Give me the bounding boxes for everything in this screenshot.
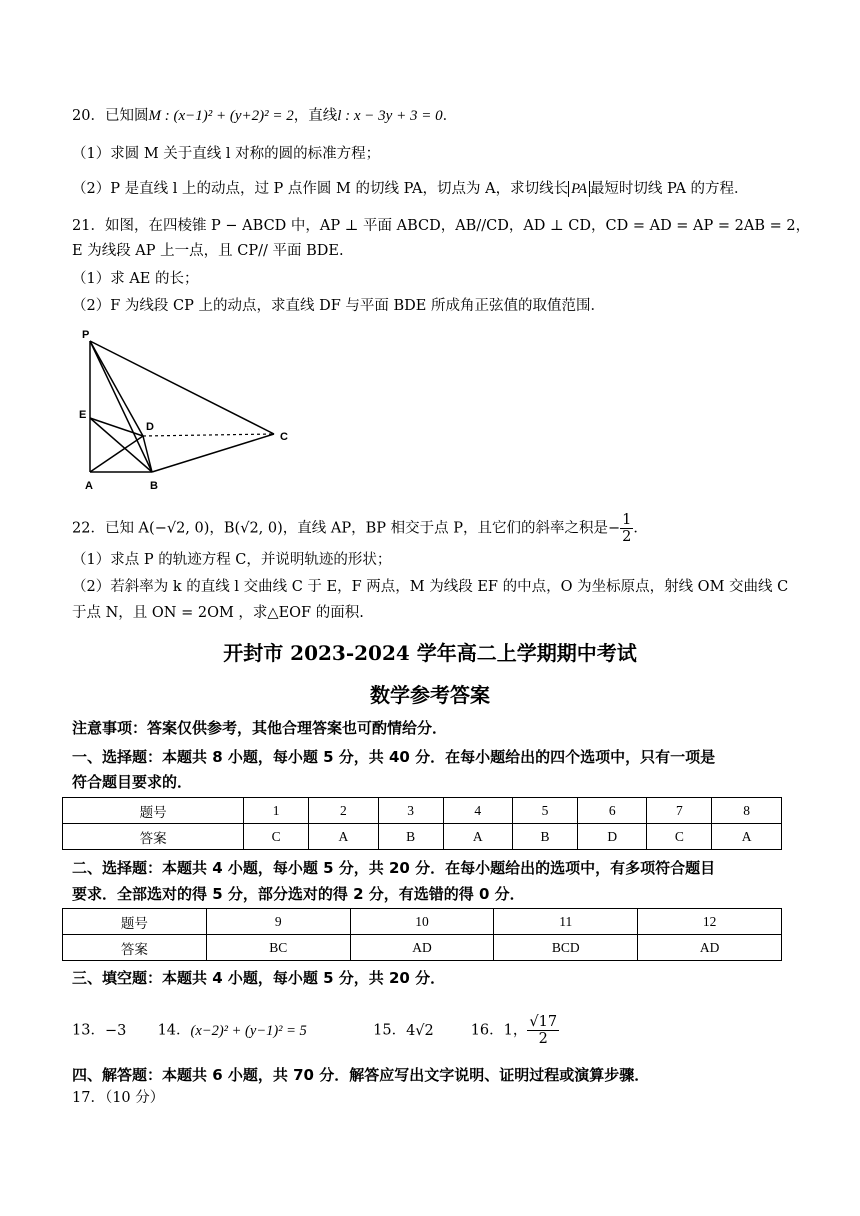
table-cell: 7	[647, 798, 712, 824]
table-cell: BCD	[494, 935, 638, 961]
table-cell: 3	[378, 798, 443, 824]
table-cell: 11	[494, 909, 638, 935]
answer-title: 开封市 2023-2024 学年高二上学期期中考试	[223, 641, 637, 665]
table-header-cell: 答案	[63, 935, 207, 961]
label-c: C	[280, 431, 288, 443]
section1-answer-table	[62, 797, 782, 850]
q22-part2-line2: 于点 N，且 ON = 2OM ，求△EOF 的面积.	[72, 605, 364, 621]
table-cell: 8	[712, 798, 782, 824]
table-cell: 9	[206, 909, 350, 935]
label-e: E	[79, 409, 87, 421]
section4-heading: 四、解答题：本题共 6 小题，共 70 分．解答应写出文字说明、证明过程或演算步骤．	[72, 1066, 650, 1084]
table-cell: C	[647, 824, 712, 850]
label-p: P	[82, 329, 90, 341]
table-cell: B	[513, 824, 578, 850]
section1-heading-line2: 符合题目要求的．	[72, 773, 193, 791]
q17-label: 17．（10 分）	[72, 1090, 165, 1106]
table-cell: 10	[350, 909, 494, 935]
q22-fraction: $\frac{1}{2}$	[622, 512, 632, 545]
answer-14: (x−2)² + (y−1)² = 5	[190, 1022, 307, 1039]
table-cell: D	[577, 824, 647, 850]
table-cell: AD	[638, 935, 782, 961]
table-row	[63, 909, 782, 935]
answer-13: −3	[104, 1022, 127, 1039]
fill-in-answers: 13．−3 14．(x−2)² + (y−1)² = 5 15．4√2 16．1， $\frac{√17}{2}$	[72, 1014, 558, 1047]
q21-stem-line1: 21．如图，在四棱锥 P − ABCD 中，AP ⊥ 平面 ABCD，AB//CD，AD ⊥ CD，CD = AD = AP = 2AB = 2，	[72, 218, 811, 234]
q21-part1: （1）求 AE 的长；	[72, 271, 199, 287]
section2-answer-table	[62, 908, 782, 961]
q21-stem-line2: E 为线段 AP 上一点，且 CP// 平面 BDE.	[72, 243, 344, 259]
answer-16-fraction: $\frac{√17}{2}$	[529, 1014, 558, 1047]
table-cell: 4	[443, 798, 513, 824]
table-cell: C	[244, 824, 309, 850]
table-cell: 5	[513, 798, 578, 824]
table-cell: A	[309, 824, 379, 850]
table-cell: BC	[206, 935, 350, 961]
table-cell: AD	[350, 935, 494, 961]
section2-heading-line2: 要求．全部选对的得 5 分，部分选对的得 2 分，有选错的得 0 分．	[72, 885, 525, 903]
table-row	[63, 935, 782, 961]
pyramid-figure	[76, 326, 296, 494]
table-row	[63, 824, 782, 850]
q20-part1: （1）求圆 M 关于直线 l 对称的圆的标准方程；	[72, 146, 381, 162]
table-header-cell: 题号	[63, 798, 244, 824]
q22-part1: （1）求点 P 的轨迹方程 C，并说明轨迹的形状；	[72, 552, 392, 568]
answer-subtitle: 数学参考答案	[370, 683, 490, 707]
q21-part2: （2）F 为线段 CP 上的动点，求直线 DF 与平面 BDE 所成角正弦值的取值范围．	[72, 298, 605, 314]
section3-heading: 三、填空题：本题共 4 小题，每小题 5 分，共 20 分．	[72, 969, 446, 987]
q20-circle-equation: M : (x−1)² + (y+2)² = 2	[148, 108, 294, 124]
table-cell: A	[443, 824, 513, 850]
q20-abs-pa: PA	[568, 181, 590, 197]
table-cell: 2	[309, 798, 379, 824]
table-cell: A	[712, 824, 782, 850]
label-b: B	[150, 480, 158, 492]
table-row	[63, 798, 782, 824]
section1-heading-line1: 一、选择题：本题共 8 小题，每小题 5 分，共 40 分．在每小题给出的四个选项中，只有一项是	[72, 748, 716, 766]
table-cell: B	[378, 824, 443, 850]
label-a: A	[85, 480, 93, 492]
q20-part2: （2）P 是直线 l 上的动点，过 P 点作圆 M 的切线 PA，切点为 A，求切线长 PA 最短时切线 PA 的方程．	[72, 181, 749, 197]
section2-heading-line1: 二、选择题：本题共 4 小题，每小题 5 分，共 20 分．在每小题给出的选项中，有多项符合题目	[72, 859, 716, 877]
q22-part2-line1: （2）若斜率为 k 的直线 l 交曲线 C 于 E，F 两点，M 为线段 EF 的中点，O 为坐标原点，射线 OM 交曲线 C	[72, 579, 789, 595]
answer-16-part1: 1，	[503, 1022, 528, 1039]
notice: 注意事项：答案仅供参考，其他合理答案也可酌情给分．	[72, 719, 448, 737]
label-d: D	[146, 421, 154, 433]
answer-15: 4√2	[406, 1022, 434, 1039]
q20-line-equation: l : x − 3y + 3 = 0	[337, 108, 443, 124]
table-cell: 1	[244, 798, 309, 824]
table-cell: 12	[638, 909, 782, 935]
table-cell: 6	[577, 798, 647, 824]
table-header-cell: 答案	[63, 824, 244, 850]
q20-stem: 20．已知圆M : (x−1)² + (y+2)² = 2，直线l : x − 3y + 3 = 0．	[72, 108, 458, 124]
table-header-cell: 题号	[63, 909, 207, 935]
q22-stem: 22．已知 A(−√2, 0)，B(√2, 0)，直线 AP，BP 相交于点 P，且它们的斜率之积是− $\frac{1}{2}$ ．	[72, 512, 648, 545]
